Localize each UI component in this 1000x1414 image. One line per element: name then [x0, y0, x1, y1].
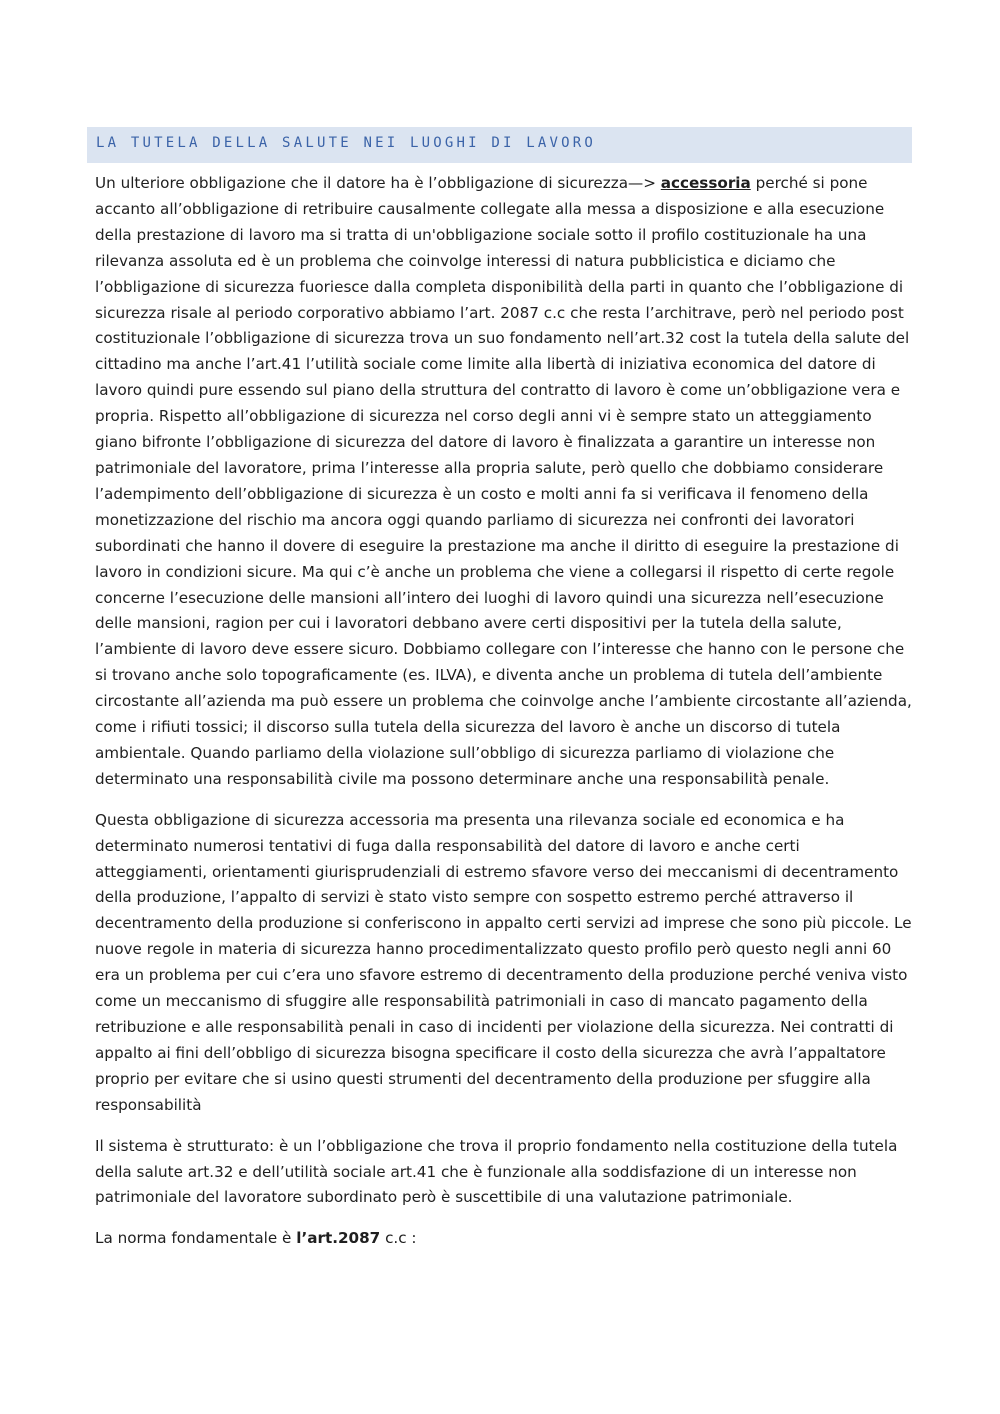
section-heading: LA TUTELA DELLA SALUTE NEI LUOGHI DI LAVORO — [96, 135, 597, 151]
paragraph-1-text-rest: perché si pone accanto all’obbligazione di retribuire causalmente collegate alla messa a disposizione e alla esecuzione della prestazione di lavoro ma si tratta di un'obbligazione sociale sotto il profilo costituzionale ha una rilevanza assoluta ed è un problema che coinvolge interessi di natura pubblicistica e diciamo che l’obbligazione di sicurezza fuoriesce dalla completa disponibilità della parti in quanto che l’obbligazione di sicurezza risale al periodo corporativo abbiamo l’art. 2087 c.c che resta l’architrave, però nel periodo post costituzionale l’obbligazione di sicurezza trova un suo fondamento nell’art.32 cost la tutela della salute del cittadino ma anche l’art.41 l’utilità sociale come limite alla libertà di iniziativa economica del datore di lavoro quindi pure essendo sul piano della struttura del contratto di lavoro è come un’obbligazione vera e propria. Rispetto all’obbligazione di sicurezza nel corso degli anni vi è sempre stato un atteggiamento giano bifronte l’obbligazione di sicurezza del datore di lavoro è finalizzata a garantire un interesse non patrimoniale del lavoratore, prima l’interesse alla propria salute, però quello che dobbiamo considerare l’adempimento dell’obbligazione di sicurezza è un costo e molti anni fa si verificava il fenomeno della monetizzazione del rischio ma ancora oggi quando parliamo di sicurezza nei confronti dei lavoratori subordinati che hanno il dovere di eseguire la prestazione ma anche il diritto di eseguire la prestazione di lavoro in condizioni sicure. Ma qui c’è anche un problema che viene a collegarsi il rispetto di certe regole concerne l’esecuzione delle mansioni all’intero dei luoghi di lavoro quindi una sicurezza nell’esecuzione delle mansioni, ragion per cui i lavoratori debbano avere certi dispositivi per la tutela della salute, l’ambiente di lavoro deve essere sicuro. Dobbiamo collegare con l’interesse che hanno con le persone che si trovano anche solo topograficamente (es. ILVA), e diventa anche un problema di tutela dell’ambiente circostante all’azienda ma può essere un problema che coinvolge anche l’ambiente circostante all’azienda, come i rifiuti tossici; il discorso sulla tutela della sicurezza del lavoro è anche un discorso di tutela ambientale. Quando parliamo della violazione sull’obbligo di sicurezza parliamo di violazione che determinato una responsabilità civile ma possono determinare anche una responsabilità penale. — [95, 174, 912, 788]
paragraph-4 — [95, 1226, 913, 1252]
paragraph-1 — [95, 171, 913, 793]
keyword-accessoria: accessoria — [660, 174, 751, 192]
paragraph-4-text-start: La norma fondamentale è — [95, 1229, 297, 1248]
paragraph-1-text-start: Un ulteriore obbligazione che il datore ha è l’obbligazione di sicurezza—> — [95, 174, 661, 192]
document-body — [95, 171, 913, 1267]
section-heading-band — [87, 127, 912, 163]
paragraph-2: Questa obbligazione di sicurezza accessoria ma presenta una rilevanza sociale ed economica e ha determinato numerosi tentativi di fuga dalla responsabilità del datore di lavoro e anche certi atteggiamenti, orientamenti giurisprudenziali di estremo sfavore verso dei meccanismi di decentramento della produzione, l’appalto di servizi è stato visto sempre con sospetto estremo perché attraverso il decentramento della produzione si conferiscono in appalto certi servizi ad imprese che sono più piccole. Le nuove regole in materia di sicurezza hanno procedimentalizzato questo profilo però questo negli anni 60 era un problema per cui c’era uno sfavore estremo di decentramento della produzione perché veniva visto come un meccanismo di sfuggire alle responsabilità patrimoniali in caso di mancato pagamento della retribuzione e alle responsabilità penali in caso di incidenti per violazione della sicurezza. Nei contratti di appalto ai fini dell’obbligo di sicurezza bisogna specificare il costo della sicurezza che avrà l’appaltatore proprio per evitare che si usino questi strumenti del decentramento della produzione per sfuggire alla responsabilità — [95, 810, 912, 1114]
paragraph-3: Il sistema è strutturato: è un l’obbligazione che trova il proprio fondamento nella costituzione della tutela della salute art.32 e dell’utilità sociale art.41 che è funzionale alla soddisfazione di un interesse non patrimoniale del lavoratore subordinato però è suscettibile di una valutazione patrimoniale. — [95, 1136, 898, 1207]
paragraph-4-text-end: c.c : — [380, 1229, 417, 1248]
keyword-art-2087: l’art.2087 — [296, 1229, 381, 1248]
